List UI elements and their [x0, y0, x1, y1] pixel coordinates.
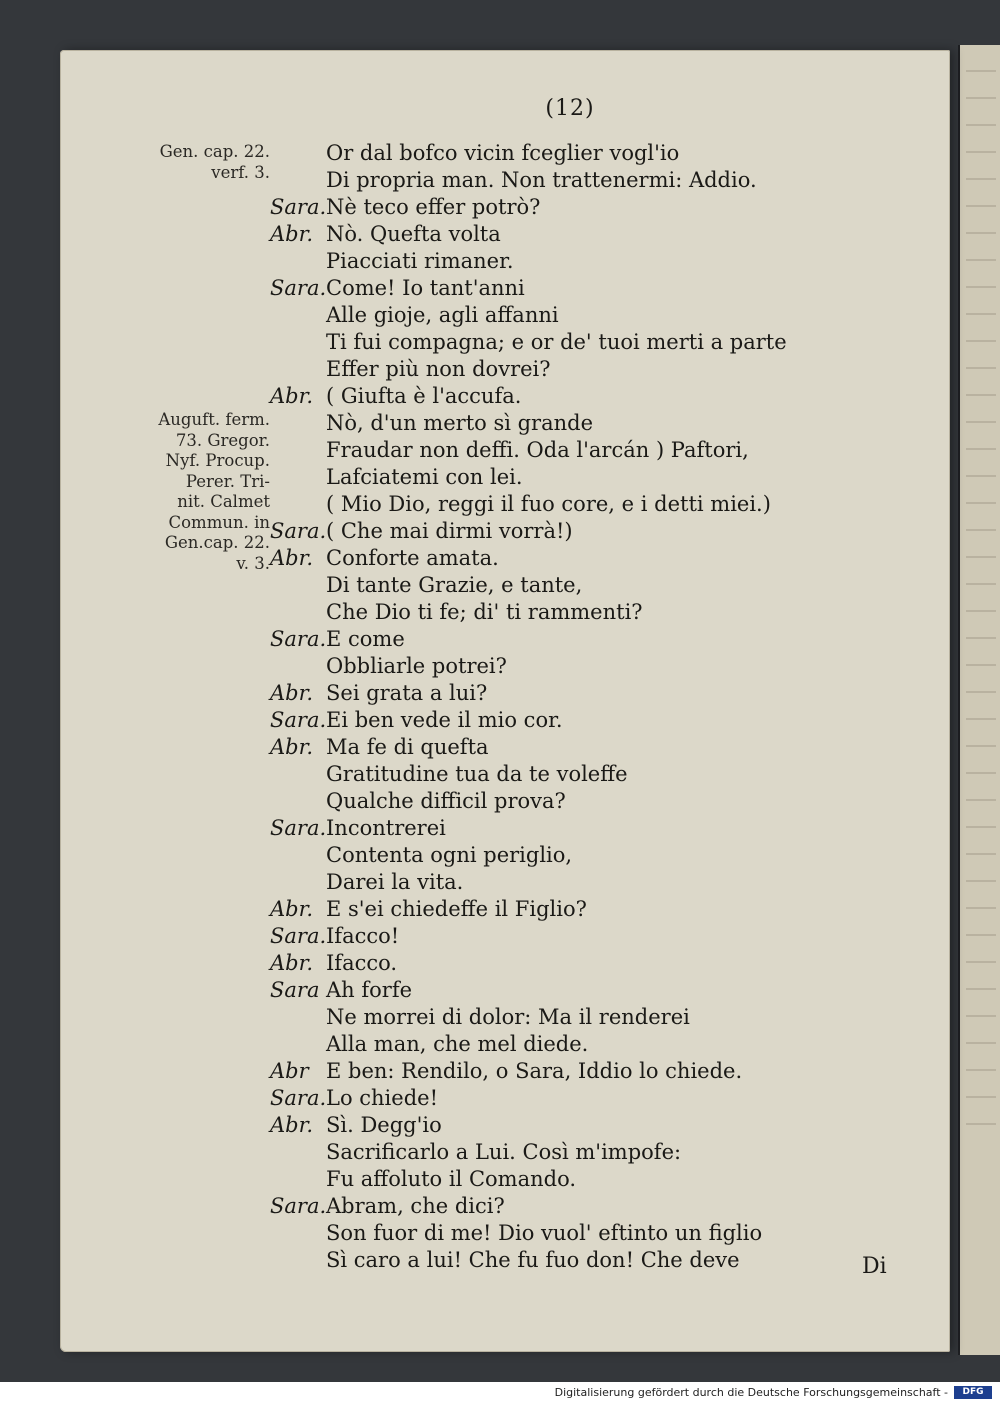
facing-page-text-trace [966, 799, 996, 801]
margin-note-line: Gen.cap. 22. [164, 533, 270, 552]
facing-page-text-trace [966, 475, 996, 477]
verse-line [270, 680, 870, 707]
speaker-name: Sara. [270, 519, 327, 543]
verse-line [270, 248, 870, 275]
facing-page-text-trace [966, 934, 996, 936]
facing-page-text-trace [966, 367, 996, 369]
verse-text: Qualche difficil prova? [326, 789, 566, 813]
margin-note-block [112, 142, 270, 183]
margin-note-line: 73. Gregor. [175, 430, 270, 450]
facing-page-text-trace [966, 718, 996, 720]
verse-line [270, 1058, 870, 1085]
verse-line [270, 221, 870, 248]
footer-text: Digitalisierung gefördert durch die Deutsche Forschungsgemeinschaft - [554, 1386, 948, 1399]
facing-page-text-trace [966, 151, 996, 153]
verse-line [270, 761, 870, 788]
verse-line [270, 896, 870, 923]
facing-page-text-trace [966, 826, 996, 828]
verse-text: Effer più non dovrei? [326, 357, 551, 381]
verse-line [270, 167, 870, 194]
verse-text: Or dal bofco vicin fceglier vogl'io [326, 141, 680, 165]
verse-text: Ti fui compagna; e or de' tuoi merti a parte [326, 330, 787, 354]
verse-text: Nè teco effer potrò? [326, 195, 541, 219]
speaker-name: Abr. [270, 951, 314, 975]
verse-line [270, 356, 870, 383]
verse-text: Gratitudine tua da te voleffe [326, 762, 628, 786]
speaker-name: Abr. [270, 1113, 314, 1137]
verse-line [270, 1193, 870, 1220]
margin-note-line: nit. Calmet [177, 492, 270, 511]
facing-page-text-trace [966, 313, 996, 315]
verse-text: Fu affoluto il Comando. [326, 1167, 577, 1191]
facing-page-text-trace [966, 988, 996, 990]
facing-page-text-trace [966, 502, 996, 504]
verse-line [270, 707, 870, 734]
verse-text: Alle gioje, agli affanni [326, 303, 559, 327]
margin-note-line: Commun. in [168, 512, 270, 532]
verse-text: Che Dio ti fe; di' ti rammenti? [326, 600, 643, 624]
verse-text: Sì caro a lui! Che fu fuo don! Che deve [326, 1248, 740, 1272]
speaker-name: Abr. [270, 735, 314, 759]
verse-text: E come [326, 627, 405, 651]
verse-line [270, 302, 870, 329]
verse-line [270, 599, 870, 626]
margin-note-block [112, 410, 270, 574]
facing-page-text-trace [966, 205, 996, 207]
verse-line [270, 734, 870, 761]
verse-text: Conforte amata. [326, 546, 499, 570]
facing-page-text-trace [966, 556, 996, 558]
facing-page-text-trace [966, 1069, 996, 1071]
verse-text: Ne morrei di dolor: Ma il renderei [326, 1005, 690, 1029]
verse-text: Contenta ogni periglio, [326, 843, 573, 867]
facing-page-text-trace [966, 772, 996, 774]
verse-text: ( Mio Dio, reggi il fuo core, e i detti miei.) [326, 492, 771, 516]
verse-line [270, 815, 870, 842]
verse-text: Nò. Quefta volta [326, 222, 501, 246]
verse-text: Piacciati rimaner. [326, 249, 514, 273]
verse-line [270, 1220, 870, 1247]
verse-line [270, 410, 870, 437]
verse-line [270, 1085, 870, 1112]
margin-note-line: Perer. Tri- [185, 471, 270, 491]
speaker-name: Sara [270, 978, 320, 1002]
verse-line [270, 572, 870, 599]
verse-text: Incontrerei [326, 816, 446, 840]
verse-line [270, 1247, 870, 1274]
verse-line [270, 1112, 870, 1139]
verse-text: Ma fe di quefta [326, 735, 489, 759]
facing-page-text-trace [966, 421, 996, 423]
verse-line [270, 545, 870, 572]
verse-line [270, 1004, 870, 1031]
speaker-name: Sara. [270, 708, 327, 732]
verse-line [270, 329, 870, 356]
facing-page-text-trace [966, 1015, 996, 1017]
speaker-name: Sara. [270, 1086, 327, 1110]
verse-line [270, 923, 870, 950]
verse-text: Lo chiede! [326, 1086, 439, 1110]
verse-line [270, 788, 870, 815]
facing-page-text-trace [966, 1123, 996, 1125]
verse-text: Alla man, che mel diede. [326, 1032, 589, 1056]
speaker-name: Sara. [270, 276, 327, 300]
verse-line [270, 194, 870, 221]
facing-page-text-trace [966, 259, 996, 261]
facing-page-text-trace [966, 853, 996, 855]
verse-line [270, 950, 870, 977]
facing-page-text-trace [966, 286, 996, 288]
speaker-name: Sara. [270, 1194, 327, 1218]
margin-note-line: Nyf. Procup. [165, 451, 270, 470]
verse-line [270, 842, 870, 869]
speaker-name: Abr. [270, 384, 314, 408]
verse-text: Ei ben vede il mio cor. [326, 708, 563, 732]
verse-text: Darei la vita. [326, 870, 464, 894]
facing-page-text-trace [966, 880, 996, 882]
facing-page-text-trace [966, 178, 996, 180]
verse-line [270, 869, 870, 896]
verse-text: ( Che mai dirmi vorrà!) [326, 519, 573, 543]
speaker-name: Abr [270, 1059, 309, 1083]
verse-line [270, 1031, 870, 1058]
margin-note-line: Gen. cap. 22. [159, 142, 270, 161]
speaker-name: Abr. [270, 222, 314, 246]
verse-line [270, 383, 870, 410]
dialogue-text [270, 140, 870, 1274]
verse-line [270, 275, 870, 302]
speaker-name: Sara. [270, 627, 327, 651]
page-header [480, 96, 660, 121]
verse-text: Lafciatemi con lei. [326, 465, 523, 489]
catchword: Di [862, 1254, 887, 1279]
verse-line [270, 1166, 870, 1193]
footer-credit [0, 1382, 1000, 1403]
facing-page-text-trace [966, 124, 996, 126]
facing-page-text-trace [966, 70, 996, 72]
verse-text: Di tante Grazie, e tante, [326, 573, 583, 597]
verse-text: Di propria man. Non trattenermi: Addio. [326, 168, 757, 192]
verse-text: Come! Io tant'anni [326, 276, 525, 300]
verse-line [270, 977, 870, 1004]
verse-line [270, 491, 870, 518]
verse-text: E s'ei chiedeffe il Figlio? [326, 897, 587, 921]
facing-page-text-trace [966, 394, 996, 396]
verse-text: Abram, che dici? [326, 1194, 505, 1218]
facing-page-text-trace [966, 664, 996, 666]
verse-line [270, 1139, 870, 1166]
verse-text: ( Giufta è l'accufa. [326, 384, 522, 408]
verse-text: Sacrificarlo a Lui. Così m'impofe: [326, 1140, 682, 1164]
speaker-name: Abr. [270, 681, 314, 705]
facing-page-edge [958, 45, 1000, 1355]
facing-page-text-trace [966, 637, 996, 639]
speaker-name: Sara. [270, 816, 327, 840]
speaker-name: Sara. [270, 924, 327, 948]
facing-page-text-trace [966, 610, 996, 612]
verse-line [270, 437, 870, 464]
speaker-name: Abr. [270, 546, 314, 570]
verse-text: Sei grata a lui? [326, 681, 488, 705]
verse-line [270, 518, 870, 545]
facing-page-text-trace [966, 583, 996, 585]
facing-page-text-trace [966, 448, 996, 450]
margin-notes [112, 142, 270, 732]
facing-page-text-trace [966, 691, 996, 693]
verse-text: Ah forfe [326, 978, 413, 1002]
verse-text: Obbliarle potrei? [326, 654, 507, 678]
facing-page-text-trace [966, 961, 996, 963]
margin-note-line: v. 3. [236, 553, 270, 573]
dfg-logo: DFG [954, 1386, 992, 1399]
facing-page-text-trace [966, 232, 996, 234]
verse-text: Fraudar non deffi. Oda l'arcán ) Paftori, [326, 438, 749, 462]
verse-line [270, 464, 870, 491]
facing-page-text-trace [966, 1042, 996, 1044]
verse-line [270, 653, 870, 680]
speaker-name: Abr. [270, 897, 314, 921]
verse-text: Ifacco! [326, 924, 400, 948]
margin-note-line: Auguft. ferm. [158, 410, 270, 429]
speaker-name: Sara. [270, 195, 327, 219]
verse-text: Nò, d'un merto sì grande [326, 411, 594, 435]
verse-text: Sì. Degg'io [326, 1113, 442, 1137]
verse-text: Son fuor di me! Dio vuol' eftinto un figlio [326, 1221, 763, 1245]
page-number: (12) [545, 96, 595, 121]
facing-page-text-trace [966, 529, 996, 531]
verse-text: Ifacco. [326, 951, 398, 975]
facing-page-text-trace [966, 1096, 996, 1098]
margin-note-line: verf. 3. [211, 162, 270, 182]
verse-text: E ben: Rendilo, o Sara, Iddio lo chiede. [326, 1059, 743, 1083]
facing-page-text-trace [966, 907, 996, 909]
facing-page-text-trace [966, 97, 996, 99]
verse-line [270, 140, 870, 167]
verse-line [270, 626, 870, 653]
facing-page-text-trace [966, 340, 996, 342]
facing-page-text-trace [966, 745, 996, 747]
